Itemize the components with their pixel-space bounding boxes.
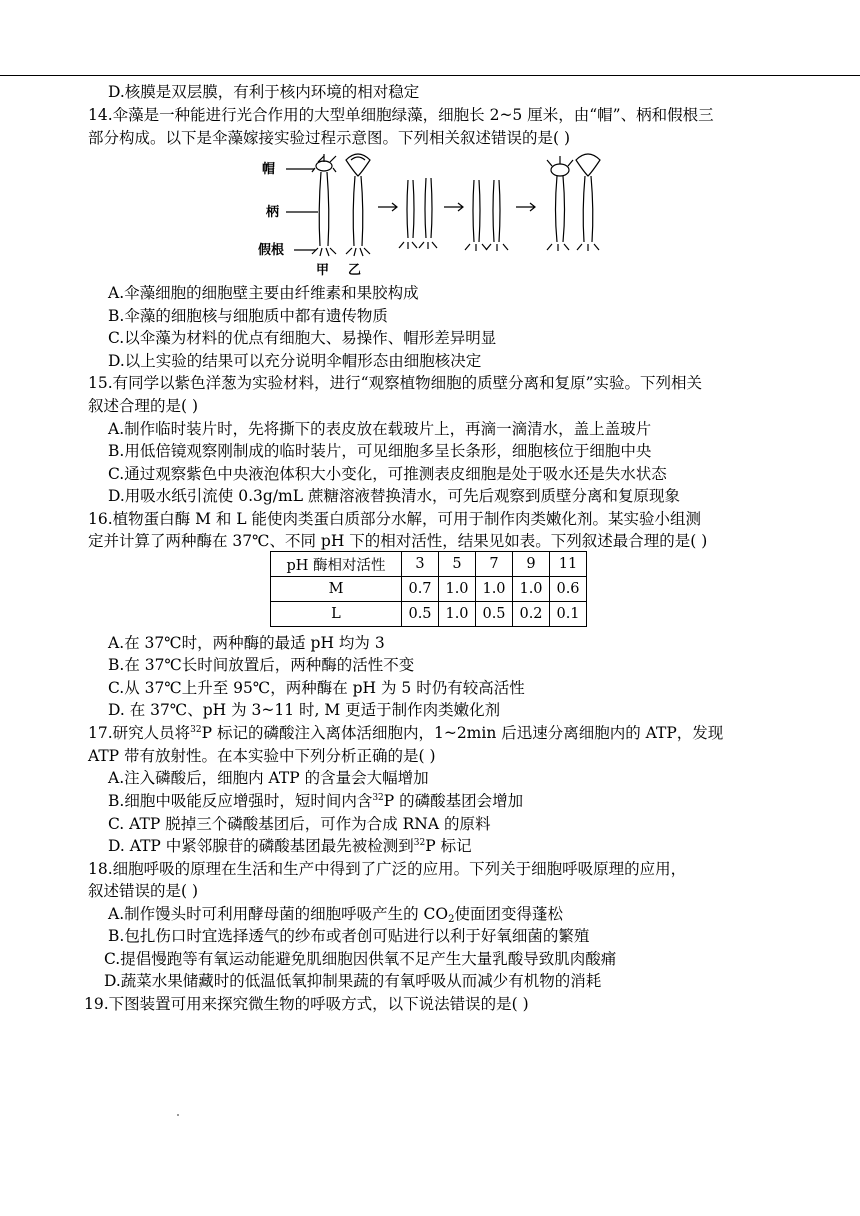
label-jia: 甲 <box>316 263 330 278</box>
table-cell: 1.0 <box>439 602 476 627</box>
q18-option-c: C.提倡慢跑等有氧运动能避免肌细胞因供氧不足产生大量乳酸导致肌肉酸痛 <box>104 950 617 968</box>
table-header-cell: 3 <box>402 552 439 577</box>
q16-option-b: B.在 37℃长时间放置后，两种酶的活性不变 <box>108 656 415 674</box>
table-header-cell: pH 酶相对活性 <box>271 552 402 577</box>
q15-stem-line1: 15.有同学以紫色洋葱为实验材料，进行“观察植物细胞的质壁分离和复原”实验。下列相关 <box>88 374 703 392</box>
label-rhizoid: 假根 <box>258 243 285 258</box>
table-cell: 0.2 <box>513 602 550 627</box>
table-row <box>271 602 587 627</box>
q17-stem-line1: 17.研究人员将$^{32}$P 标记的磷酸注入离体活细胞内，1~2min 后迅速分离细胞内的 ATP，发现 <box>88 724 724 742</box>
q15-option-c: C.通过观察紫色中央液泡体积大小变化，可推测表皮细胞是处于吸水还是失水状态 <box>108 465 667 483</box>
grafting-figure <box>258 150 618 278</box>
q18-option-b: B.包扎伤口时宜选择透气的纱布或者创可贴进行以利于好氧细菌的繁殖 <box>108 927 590 945</box>
label-cap: 帽 <box>262 162 276 177</box>
q14-stem-line1: 14.伞藻是一种能进行光合作用的大型单细胞绿藻，细胞长 2~5 厘米，由“帽”、柄和假根三 <box>88 106 714 124</box>
q17-option-d: D. ATP 中紧邻腺苷的磷酸基团最先被检测到$^{32}$P 标记 <box>108 837 472 855</box>
q18-stem-line2: 叙述错误的是( ) <box>88 882 199 900</box>
q14-option-b: B.伞藻的细胞核与细胞质中都有遗传物质 <box>108 307 388 325</box>
q17-option-a: A.注入磷酸后，细胞内 ATP 的含量会大幅增加 <box>108 769 429 787</box>
enzyme-activity-table <box>270 551 587 627</box>
q14-option-c: C.以伞藻为材料的优点有细胞大、易操作、帽形差异明显 <box>108 329 497 347</box>
label-yi: 乙 <box>348 263 362 278</box>
table-header-cell: 7 <box>476 552 513 577</box>
table-cell: 1.0 <box>439 577 476 602</box>
q15-option-b: B.用低倍镜观察刚制成的临时装片，可见细胞多呈长条形，细胞核位于细胞中央 <box>108 442 652 460</box>
table-cell: 0.1 <box>550 602 587 627</box>
table-header-cell: 9 <box>513 552 550 577</box>
table-cell: 0.5 <box>476 602 513 627</box>
table-cell: 0.5 <box>402 602 439 627</box>
q13-option-d: D.核膜是双层膜，有利于核内环境的相对稳定 <box>108 83 420 101</box>
q18-option-d: D.蔬菜水果储藏时的低温低氧抑制果蔬的有氧呼吸从而减少有机物的消耗 <box>104 972 602 990</box>
table-header-cell: 5 <box>439 552 476 577</box>
table-cell: L <box>271 602 402 627</box>
q17-option-c: C. ATP 脱掉三个磷酸基团后，可作为合成 RNA 的原料 <box>108 815 491 833</box>
q16-stem-line1: 16.植物蛋白酶 M 和 L 能使肉类蛋白质部分水解，可用于制作肉类嫩化剂。某实验小组测 <box>88 510 702 528</box>
table-row <box>271 577 587 602</box>
q15-stem-line2: 叙述合理的是( ) <box>88 397 199 415</box>
table-cell: 0.7 <box>402 577 439 602</box>
header-rule <box>0 75 860 76</box>
q17-stem-line2: ATP 带有放射性。在本实验中下列分析正确的是( ) <box>88 747 436 765</box>
table-header-row <box>271 552 587 577</box>
table-cell: 1.0 <box>513 577 550 602</box>
table-cell: M <box>271 577 402 602</box>
q17-option-b: B.细胞中吸能反应增强时，短时间内含$^{32}$P 的磷酸基团会增加 <box>108 792 524 810</box>
scan-dot <box>177 1114 179 1116</box>
q18-stem-line1: 18.细胞呼吸的原理在生活和生产中得到了广泛的应用。下列关于细胞呼吸原理的应用， <box>88 860 687 878</box>
q19-stem: 19.下图装置可用来探究微生物的呼吸方式，以下说法错误的是( ) <box>84 995 529 1013</box>
q16-option-d: D. 在 37℃、pH 为 3~11 时, M 更适于制作肉类嫩化剂 <box>108 701 501 719</box>
q15-option-d: D.用吸水纸引流使 0.3g/mL 蔗糖溶液替换清水，可先后观察到质壁分离和复原现象 <box>108 487 680 505</box>
table-header-cell: 11 <box>550 552 587 577</box>
table-cell: 1.0 <box>476 577 513 602</box>
label-stalk: 柄 <box>266 205 280 220</box>
q16-option-a: A.在 37℃时，两种酶的最适 pH 均为 3 <box>108 634 385 652</box>
q15-option-a: A.制作临时装片时，先将撕下的表皮放在载玻片上，再滴一滴清水，盖上盖玻片 <box>108 420 652 438</box>
q14-stem-line2: 部分构成。以下是伞藻嫁接实验过程示意图。下列相关叙述错误的是( ) <box>88 129 571 147</box>
q14-option-a: A.伞藻细胞的细胞壁主要由纤维素和果胶构成 <box>108 284 419 302</box>
q14-option-d: D.以上实验的结果可以充分说明伞帽形态由细胞核决定 <box>108 352 482 370</box>
q18-option-a: A.制作馒头时可利用酵母菌的细胞呼吸产生的 $CO_2$使面团变得蓬松 <box>108 905 564 925</box>
table-cell: 0.6 <box>550 577 587 602</box>
q16-stem-line2: 定并计算了两种酶在 37℃、不同 pH 下的相对活性，结果见如表。下列叙述最合理的是( ) <box>88 532 708 550</box>
q16-option-c: C.从 37℃上升至 95℃，两种酶在 pH 为 5 时仍有较高活性 <box>108 679 525 697</box>
